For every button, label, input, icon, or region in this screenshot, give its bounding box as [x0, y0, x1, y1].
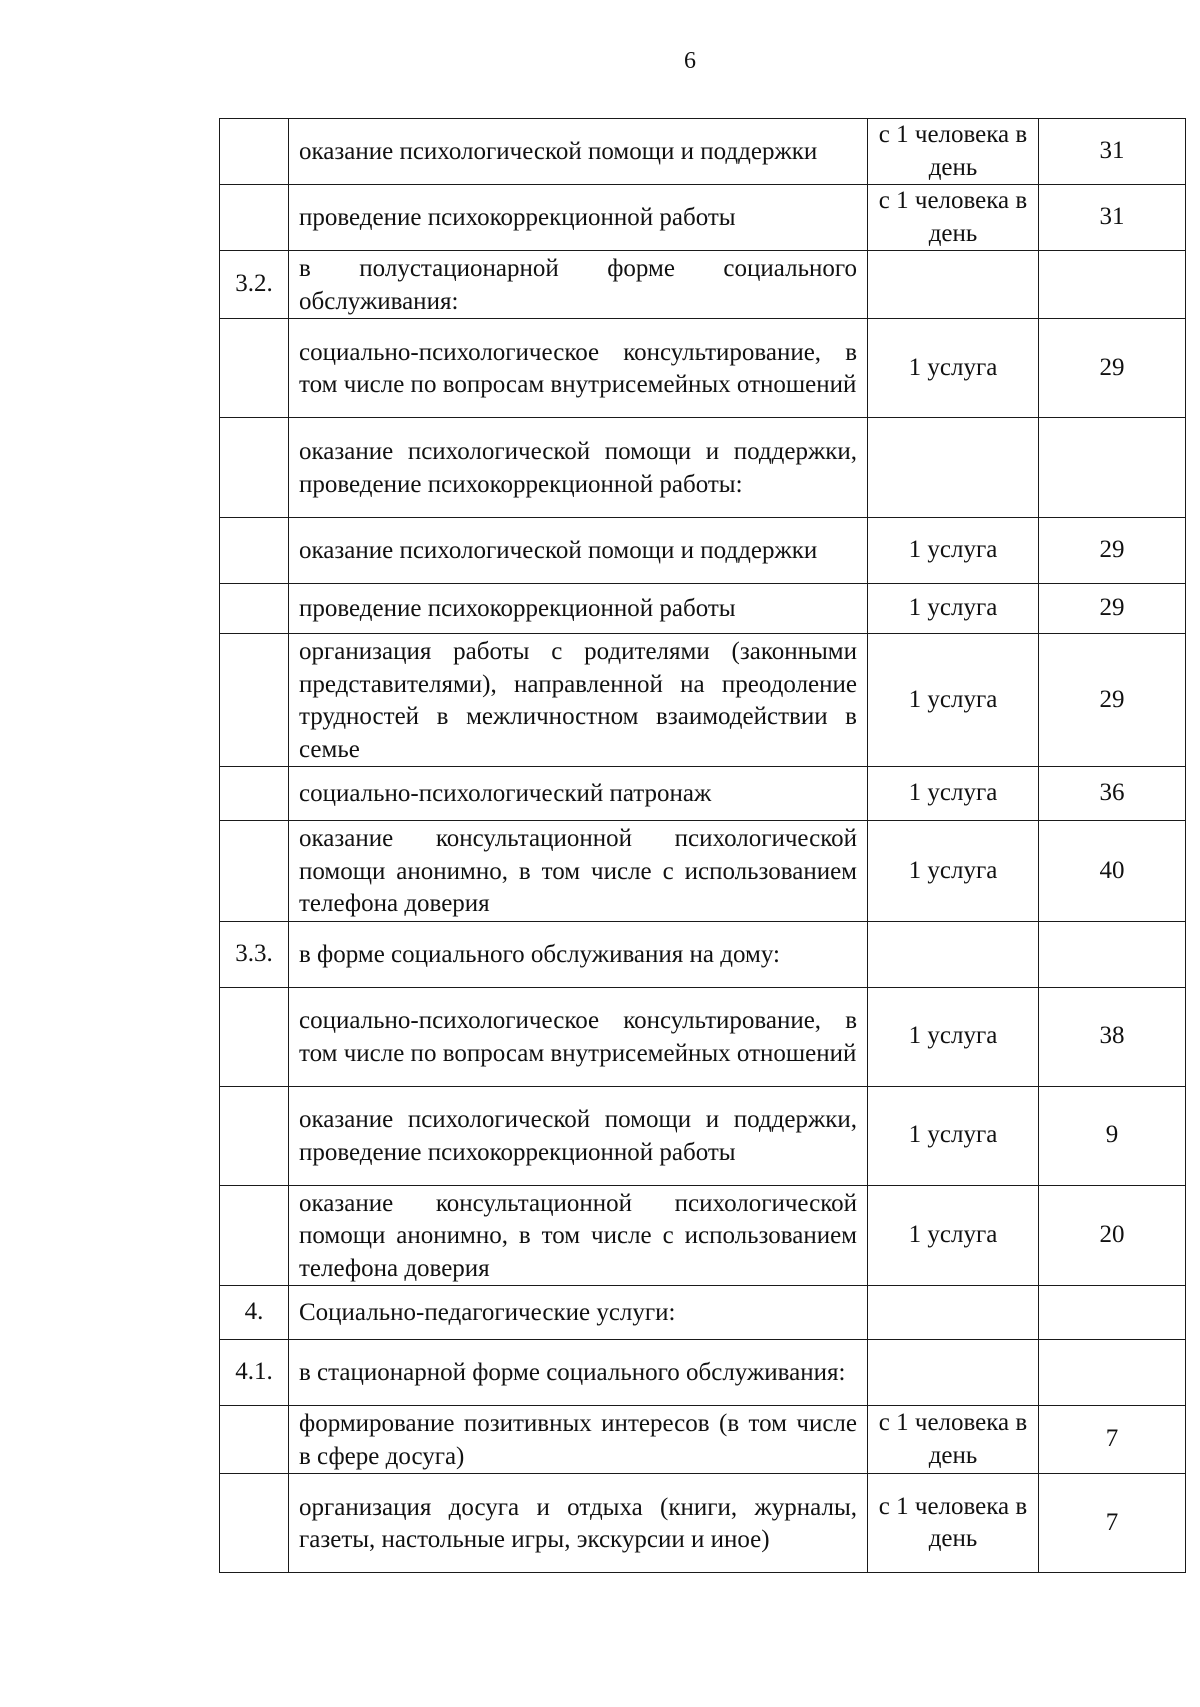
- service-description-cell: организация досуга и отдыха (книги, журналы, газеты, настольные игры, экскурсии и иное): [289, 1474, 868, 1573]
- table-row: [220, 987, 1186, 1086]
- row-number-cell: [220, 584, 289, 634]
- value-cell: 29: [1039, 584, 1186, 634]
- service-description-cell: оказание консультационной психологической помощи анонимно, в том числе с использованием телефона доверия: [289, 821, 868, 922]
- unit-cell: 1 услуга: [868, 1185, 1039, 1286]
- table-row: [220, 634, 1186, 767]
- value-cell: [1039, 251, 1186, 319]
- table-row: [220, 185, 1186, 251]
- row-number-cell: [220, 634, 289, 767]
- row-number-cell: [220, 1185, 289, 1286]
- value-cell: 31: [1039, 119, 1186, 185]
- table-row: [220, 319, 1186, 418]
- table-row: [220, 1286, 1186, 1340]
- service-description-cell: оказание психологической помощи и поддержки, проведение психокоррекционной работы: [289, 1086, 868, 1185]
- unit-cell: с 1 человека в день: [868, 1474, 1039, 1573]
- table-row: [220, 418, 1186, 518]
- service-description-cell: оказание консультационной психологической помощи анонимно, в том числе с использованием телефона доверия: [289, 1185, 868, 1286]
- row-number-cell: [220, 418, 289, 518]
- unit-cell: с 1 человека в день: [868, 119, 1039, 185]
- service-description-cell: проведение психокоррекционной работы: [289, 185, 868, 251]
- unit-cell: с 1 человека в день: [868, 185, 1039, 251]
- value-cell: [1039, 921, 1186, 987]
- row-number-cell: [220, 185, 289, 251]
- table-row: [220, 119, 1186, 185]
- table-row: [220, 1086, 1186, 1185]
- row-number-cell: [220, 987, 289, 1086]
- unit-cell: 1 услуга: [868, 319, 1039, 418]
- unit-cell: с 1 человека в день: [868, 1406, 1039, 1474]
- service-description-cell: социально-психологическое консультирование, в том числе по вопросам внутрисемейных отношений: [289, 319, 868, 418]
- row-number-cell: 4.1.: [220, 1340, 289, 1406]
- unit-cell: 1 услуга: [868, 1086, 1039, 1185]
- value-cell: 36: [1039, 767, 1186, 821]
- table-row: [220, 821, 1186, 922]
- table-row: [220, 1406, 1186, 1474]
- row-number-cell: [220, 767, 289, 821]
- service-description-cell: оказание психологической помощи и поддержки: [289, 518, 868, 584]
- unit-cell: [868, 418, 1039, 518]
- table-row: [220, 1474, 1186, 1573]
- table-row: [220, 518, 1186, 584]
- service-description-cell: Социально-педагогические услуги:: [289, 1286, 868, 1340]
- unit-cell: 1 услуга: [868, 821, 1039, 922]
- value-cell: 20: [1039, 1185, 1186, 1286]
- value-cell: 29: [1039, 518, 1186, 584]
- value-cell: 7: [1039, 1474, 1186, 1573]
- row-number-cell: 3.2.: [220, 251, 289, 319]
- unit-cell: 1 услуга: [868, 634, 1039, 767]
- service-description-cell: организация работы с родителями (законными представителями), направленной на преодоление трудностей в межличностном взаимодействии в семье: [289, 634, 868, 767]
- value-cell: 29: [1039, 634, 1186, 767]
- row-number-cell: [220, 821, 289, 922]
- row-number-cell: 4.: [220, 1286, 289, 1340]
- table-row: [220, 767, 1186, 821]
- row-number-cell: [220, 1086, 289, 1185]
- service-description-cell: в форме социального обслуживания на дому:: [289, 921, 868, 987]
- service-description-cell: в стационарной форме социального обслуживания:: [289, 1340, 868, 1406]
- unit-cell: 1 услуга: [868, 584, 1039, 634]
- unit-cell: [868, 1340, 1039, 1406]
- table-row: [220, 251, 1186, 319]
- services-table: [219, 118, 1186, 1573]
- value-cell: [1039, 1286, 1186, 1340]
- row-number-cell: [220, 518, 289, 584]
- value-cell: 40: [1039, 821, 1186, 922]
- value-cell: 38: [1039, 987, 1186, 1086]
- row-number-cell: [220, 319, 289, 418]
- unit-cell: 1 услуга: [868, 767, 1039, 821]
- table-row: [220, 1340, 1186, 1406]
- service-description-cell: формирование позитивных интересов (в том числе в сфере досуга): [289, 1406, 868, 1474]
- service-description-cell: в полустационарной форме социального обслуживания:: [289, 251, 868, 319]
- table-row: [220, 1185, 1186, 1286]
- unit-cell: 1 услуга: [868, 987, 1039, 1086]
- table-row: [220, 921, 1186, 987]
- value-cell: 9: [1039, 1086, 1186, 1185]
- row-number-cell: 3.3.: [220, 921, 289, 987]
- unit-cell: [868, 251, 1039, 319]
- row-number-cell: [220, 1474, 289, 1573]
- service-description-cell: социально-психологическое консультирование, в том числе по вопросам внутрисемейных отношений: [289, 987, 868, 1086]
- row-number-cell: [220, 1406, 289, 1474]
- service-description-cell: проведение психокоррекционной работы: [289, 584, 868, 634]
- value-cell: 7: [1039, 1406, 1186, 1474]
- service-description-cell: оказание психологической помощи и поддержки, проведение психокоррекционной работы:: [289, 418, 868, 518]
- service-description-cell: социально-психологический патронаж: [289, 767, 868, 821]
- value-cell: 31: [1039, 185, 1186, 251]
- value-cell: 29: [1039, 319, 1186, 418]
- unit-cell: [868, 1286, 1039, 1340]
- table-row: [220, 584, 1186, 634]
- page-number: 6: [684, 48, 696, 74]
- unit-cell: 1 услуга: [868, 518, 1039, 584]
- unit-cell: [868, 921, 1039, 987]
- row-number-cell: [220, 119, 289, 185]
- service-description-cell: оказание психологической помощи и поддержки: [289, 119, 868, 185]
- value-cell: [1039, 1340, 1186, 1406]
- value-cell: [1039, 418, 1186, 518]
